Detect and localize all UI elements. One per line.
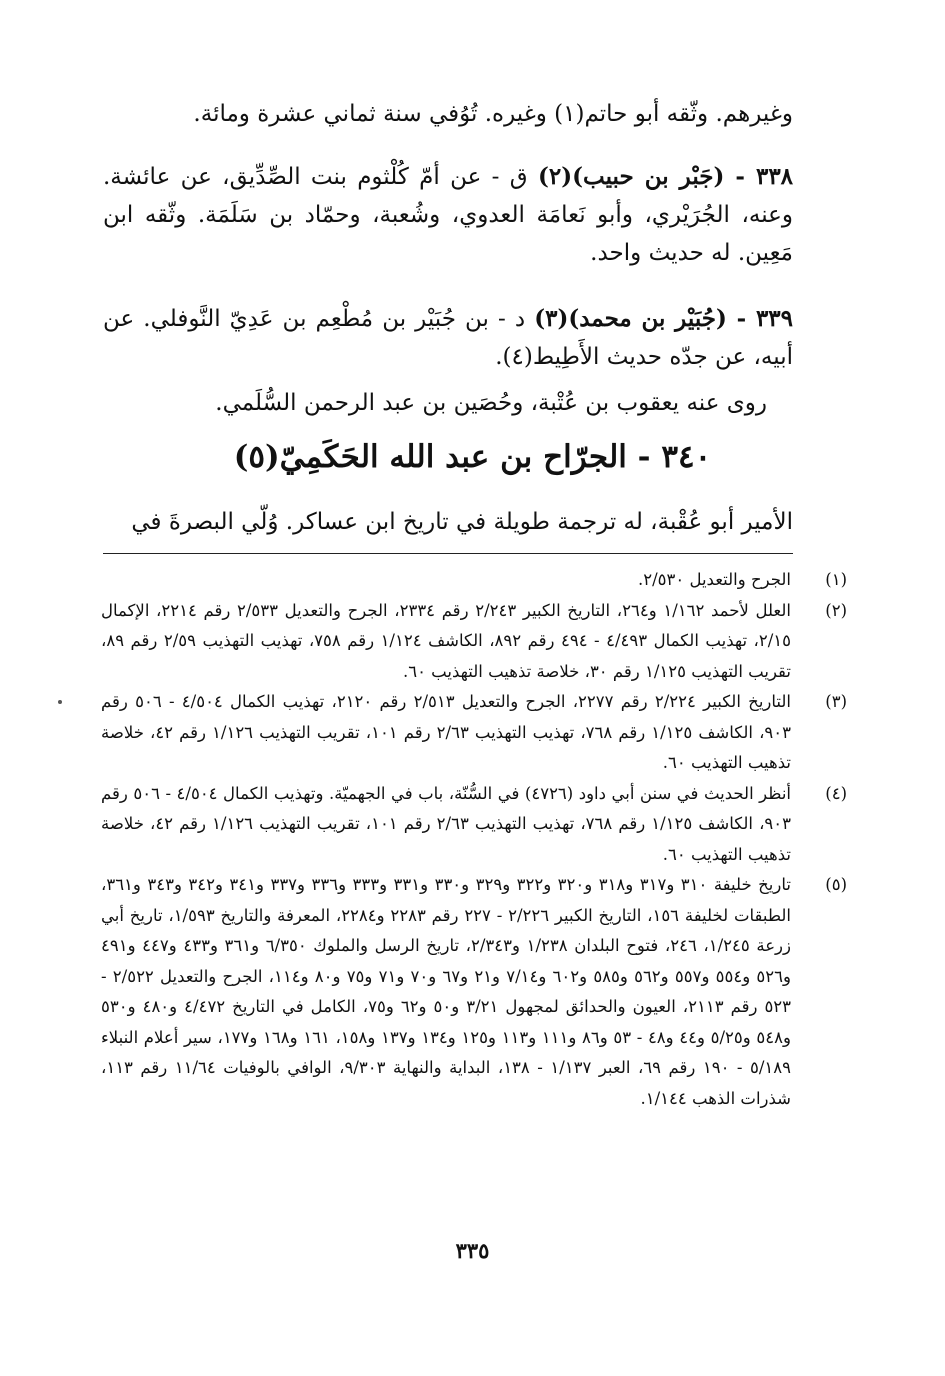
entry-339-title: ٣٣٩ - (جُبَيْر بن محمد)(٣) [534, 305, 793, 332]
footnote-number: (٤) [825, 783, 847, 803]
entry-338-text: ق - عن أمّ كُلْثوم بنت الصِّدِّيق، عن عائشة. وعنه، الجُرَيْري، وأبو نَعامَة العدوي، وشُعبة، وحمّاد بن سَلَمَة. وثّقه ابن مَعِين. له حديث واحد. [103, 164, 793, 266]
entry-338 [103, 158, 793, 272]
footnote-text: التاريخ الكبير ٢/٢٢٤ رقم ٢٢٧٧، الجرح والتعديل ٢/٥١٣ رقم ٢١٢٠، تهذيب الكمال ٤/٥٠٤ - ٥٠٦ رقم ٩٠٣، الكاشف ١/١٢٥ رقم ٧٦٨، تهذيب التهذيب ٢/٦٣ رقم ١٠١، تقريب التهذيب ١/١٢٦ رقم ٤٢، خلاصة تذهيب التهذيب ٦٠. [101, 692, 792, 772]
footnote-5 [101, 870, 847, 1114]
footnote-text: تاريخ خليفة ٣١٠ و٣١٧ و٣١٨ و٣٢٠ و٣٢٢ و٣٢٩ و٣٣٠ و٣٣١ و٣٣٣ و٣٣٦ و٣٣٧ و٣٤١ و٣٤٢ و٣٤٣ و٣٦١، الطبقات لخليفة ١٥٦، التاريخ الكبير ٢/٢٢٦ - ٢٢٧ رقم ٢٢٨٣ و٢٢٨٤، المعرفة والتاريخ ١/٥٩٣، تاريخ أبي زرعة ١/٢٤٥، ٢٤٦، فتوح البلدان ١/٢٣٨ و٢/٣٤٣، تاريخ الرسل والملوك ٦/٣٥٠ و٣٦١ و٤٣٣ و٤٤٧ و٤٩١ و٥٢٦ و٥٥٤ و٥٥٧ و٥٦٢ و٥٨٥ و٦٠٢ و٧/١٤ و٢١ و٦٧ و٧٠ و٧١ و٧٥ و٨٠ و١١٤، الجرح والتعديل ٢/٥٢٢ - ٥٢٣ رقم ٢١١٣، العيون والحدائق لمجهول ٣/٢١ و٥٠ و٦٢ و٧٥، الكامل في التاريخ ٤/٤٧٢ و٤٨٠ و٥٣٠ و٥٤٨ و٥/٢٥ و٤٤ و٤٨ - ٥٣ و٨٦ و١١١ و١١٣ و١٢٥ و١٣٤ و١٣٧ و١٥٨، ١٦١ و١٦٨ و١٧٧، سير أعلام النبلاء ٥/١٨٩ - ١٩٠ رقم ٦٩، العبر ١/١٣٧ - ١٣٨، البداية والنهاية ٩/٣٠٣، الوافي بالوفيات ١١/٦٤ رقم ١١٣، شذرات الذهب ١/١٤٤. [101, 875, 792, 1108]
footnote-number: (١) [825, 570, 847, 589]
footnotes [101, 565, 847, 1114]
entry-340-heading: ٣٤٠ - الجرّاح بن عبد الله الحَكَمِيّ(٥) [233, 439, 712, 475]
footnote-text: أنظر الحديث في سنن أبي داود (٤٧٢٦) في السُّنّة، باب في الجهميّة. وتهذيب الكمال ٤/٥٠٤ - ٥٠٦ رقم ٩٠٣، الكاشف ١/١٢٥ رقم ٧٦٨، تهذيب التهذيب ٢/٦٣ رقم ١٠١، تقريب التهذيب ١/١٢٦ رقم ٤٢، خلاصة تذهيب التهذيب ٦٠. [101, 783, 791, 864]
entry-338-title: ٣٣٨ - (جَبْر بن حبيب)(٢) [537, 163, 794, 190]
footnote-text: العلل لأحمد ١/١٦٢ و٢٦٤، التاريخ الكبير ٢/٢٤٣ رقم ٢٣٣٤، الجرح والتعديل ٢/٥٣٣ رقم ٢٢١٤، الإكمال ٢/١٥، تهذيب الكمال ٤/٤٩٣ - ٤٩٤ رقم ٨٩٢، الكاشف ١/١٢٤ رقم ٧٥٨، تهذيب التهذيب ٢/٥٩ رقم ٨٩، تقريب التهذيب ١/١٢٥ رقم ٣٠، خلاصة تذهيب التهذيب ٦٠. [101, 600, 792, 681]
footnote-2 [101, 596, 847, 688]
entry-340-text: الأمير أبو عُقْبة، له ترجمة طويلة في تاريخ ابن عساكر. وُلّي البصرةَ في [131, 509, 793, 535]
footnote-number: (٢) [825, 600, 847, 620]
entry-339-text: د - بن جُبَيْر بن مُطْعِم بن عَدِيّ النَّوفلي. عن أبيه، عن جدّه حديث الأَطِيط(٤). [103, 306, 793, 370]
page-number: ٣٣٥ [455, 1238, 490, 1263]
footnote-1 [101, 565, 847, 596]
footnote-3 [101, 687, 847, 779]
footnote-number: (٣) [825, 692, 847, 711]
footnote-number: (٥) [825, 875, 847, 894]
footnote-4 [101, 779, 847, 871]
footnote-separator [103, 553, 793, 554]
intro-paragraph: وغيرهم. وثّقه أبو حاتم(١) وغيره. تُوُفي سنة ثماني عشرة ومائة. [193, 101, 793, 127]
footnote-text: الجرح والتعديل ٢/٥٣٠. [637, 570, 791, 589]
scan-speck [58, 700, 62, 704]
entry-339 [103, 300, 793, 376]
entry-339-narrators: روى عنه يعقوب بن عُتْبة، وحُصَين بن عبد الرحمن السُّلَمي. [215, 390, 767, 416]
